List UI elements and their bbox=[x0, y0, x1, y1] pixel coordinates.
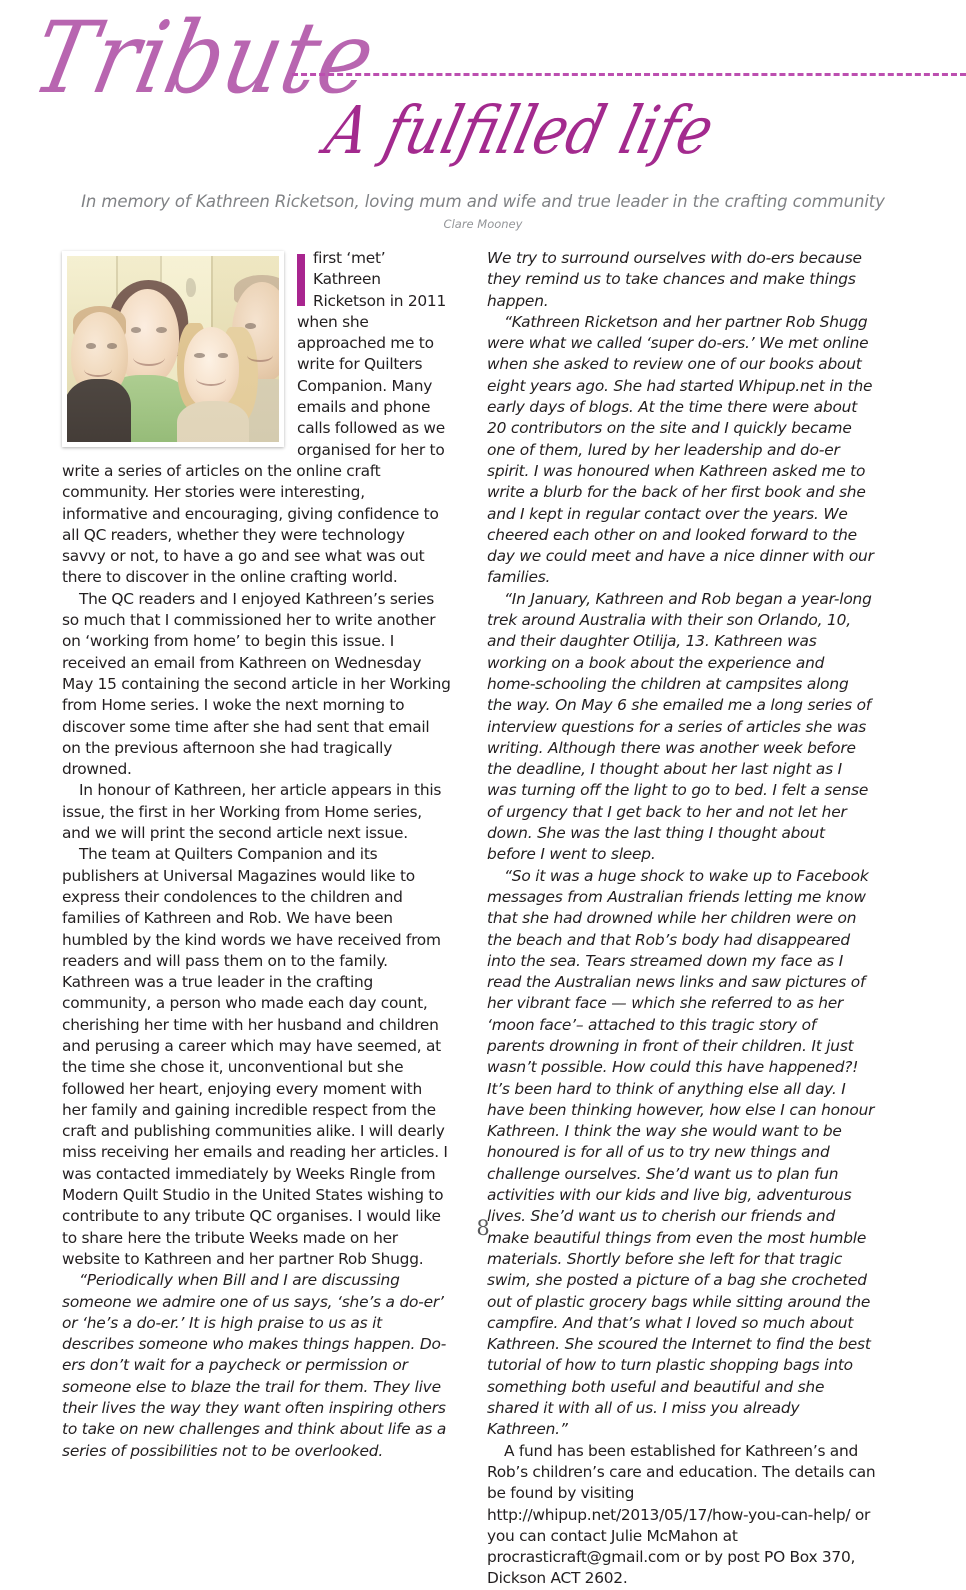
paragraph-quote: We try to surround ourselves with do-ers because they remind us to take chances and make things happen. bbox=[487, 249, 862, 310]
paragraph-quote: “Periodically when Bill and I are discussing someone we admire one of us says, ‘she’s a do-er’ or ‘he’s a do-er.’ It is high praise to us as it describes someone who makes things happen. Do-ers don’t wait for a paycheck or permission or someone else to blaze the trail for them. They live their lives the way they want often inspiring others to take on new challenges and think about life as a series of possibilities not to be overlooked. bbox=[62, 1271, 447, 1460]
article-title: A fulfilled life bbox=[318, 91, 722, 169]
masthead-dashed-rule bbox=[292, 73, 966, 76]
paragraph: The QC readers and I enjoyed Kathreen’s series so much that I commissioned her to write another on ‘working from home’ to begin this issue. I received an email from Kathreen on Wednesday May 15 containing the second article in her Working from Home series. I woke the next morning to discover some time after she had sent that email on the previous afternoon she had tragically drowned. bbox=[62, 589, 451, 779]
page-number: 8 bbox=[476, 1216, 490, 1240]
drop-cap bbox=[297, 254, 305, 306]
dedication-text: In memory of Kathreen Ricketson, loving mum and wife and true leader in the crafting community bbox=[81, 192, 885, 211]
paragraph: In honour of Kathreen, her article appears in this issue, the first in her Working from Home series, and we will print the second article next issue. bbox=[62, 781, 442, 843]
right-column bbox=[487, 248, 876, 1590]
paragraph-quote: “So it was a huge shock to wake up to Facebook messages from Australian friends letting me know that she had drowned while her children were on the beach and that Rob’s body had disappeared into the sea. Tears streamed down my face as I read the Australian news links and saw pictures of her vibrant face — which she referred to as her ‘moon face’– attached to this tragic story of parents drowning in front of their children. It just wasn’t possible. How could this have happened?! It’s been hard to think of anything else all day. I have been thinking however, how else I can honour Kathreen. I think the way she would want to be honoured is for all of us to try new things and challenge ourselves. She’d want us to plan fun activities with our kids and live big, adventurous lives. She’d want us to cherish our friends and make beautiful things from even the most humble materials. Shortly before she left for that tragic swim, she posted a picture of a bag she crocheted out of plastic grocery bags while sitting around the campfire. And that’s what I loved so much about Kathreen. She scoured the Internet to find the best tutorial of how to turn plastic shopping bags into something both useful and beautiful and she shared it with all of us. I miss you already Kathreen.” bbox=[487, 866, 875, 1439]
author-byline: Clare Mooney bbox=[443, 217, 523, 231]
family-photo-image bbox=[67, 256, 279, 442]
paragraph-quote: “Kathreen Ricketson and her partner Rob Shugg were what we called ‘super do-ers.’ We met online when she asked to review one of our books about eight years ago. She had started Whipup.net in the early days of blogs. At the time there were about 20 contributors on the site and I quickly became one of them, lured by her leadership and do-er spirit. I was honoured when Kathreen asked me to write a blurb for the back of her first book and she and I kept in regular contact over the years. We cheered each other on and looked forward to the day we could meet and have a nice dinner with our families. bbox=[487, 312, 874, 587]
family-photo bbox=[62, 251, 284, 447]
paragraph-quote: “In January, Kathreen and Rob began a year-long trek around Australia with their son Orlando, 10, and their daughter Otilija, 13. Kathreen was working on a book about the experience and home-schooling the children at campsites along the way. On May 6 she emailed me a long series of interview questions for a series of articles she was writing. Although there was another week before the deadline, I thought about her last night as I was turning off the light to go to bed. I felt a sense of urgency that I get back to her and not let her down. She was the last thing I thought about before I went to sleep. bbox=[487, 589, 872, 864]
paragraph: The team at Quilters Companion and its publishers at Universal Magazines would like to express their condolences to the children and families of Kathreen and Rob. We have been humbled by the kind words we have received from readers and will pass them on to the family. Kathreen was a true leader in the crafting community, a person who made each day count, cherishing her time with her husband and children and perusing a career which may have seemed, at the time she chose it, unconventional but she followed her heart, enjoying every moment with her family and gaining incredible respect from the craft and publishing communities alike. I will dearly miss receiving her emails and reading her articles. I was contacted immediately by Weeks Ringle from Modern Quilt Studio in the United States wishing to contribute to any tribute QC organises. I would like to share here the tribute Weeks made on her website to Kathreen and her partner Rob Shugg. bbox=[62, 845, 448, 1268]
masthead bbox=[0, 0, 966, 185]
section-title: Tribute bbox=[23, 0, 386, 116]
dedication-block bbox=[0, 192, 966, 231]
paragraph-text: first ‘met’ Kathreen Ricketson in 2011 when she approached me to write for Quilters Companion. Many emails and phone calls followed as we organised for her to write a series of articles on the online craft community. Her stories were interesting, informative and encouraging, giving confidence to all QC readers, whether they were technology savvy or not, to have a go and see what was out there to discover in the online crafting world. bbox=[62, 249, 447, 587]
paragraph-fund-details: A fund has been established for Kathreen’s and Rob’s children’s care and education. The details can be found by visiting http://whipup.net/2013/05/17/how-you-can-help/ or you can contact Julie McMahon at procrasticraft@gmail.com or by post PO Box 370, Dickson ACT 2602. bbox=[487, 1441, 876, 1588]
